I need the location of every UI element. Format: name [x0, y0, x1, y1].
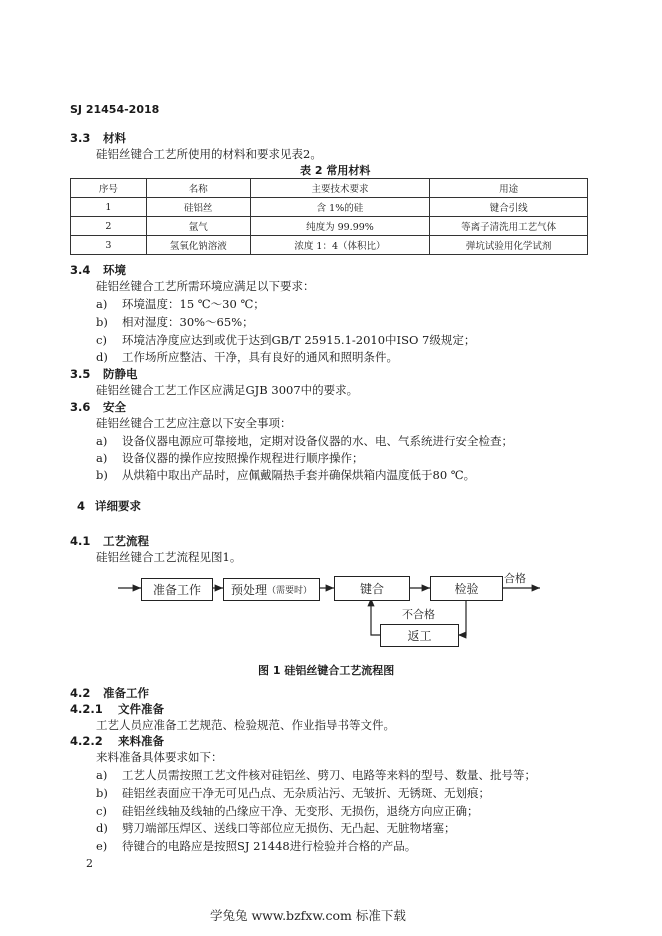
section-4-2-1-heading	[70, 701, 164, 717]
table-row	[71, 198, 588, 217]
section-title: 文件准备	[118, 702, 164, 716]
section-title: 材料	[103, 131, 126, 145]
materials-table	[70, 178, 588, 255]
table-cell: 2	[71, 217, 147, 236]
section-number: 4.2	[70, 686, 91, 700]
list-marker: e)	[96, 839, 108, 853]
table-header: 名称	[146, 179, 250, 198]
list-item	[96, 314, 254, 330]
list-marker: b)	[96, 315, 108, 329]
list-item	[96, 349, 398, 365]
table-cell: 氩气	[146, 217, 250, 236]
section-number: 4.2.2	[70, 734, 103, 748]
flow-step-pretreat-note: （需要时）	[267, 586, 313, 596]
table-header-row	[71, 179, 588, 198]
list-marker: a)	[96, 451, 108, 465]
list-marker: c)	[96, 333, 107, 347]
section-3-6-heading	[70, 399, 126, 415]
list-item	[96, 450, 364, 466]
flow-step-pretreat	[223, 578, 320, 601]
watermark: 学兔兔 www.bzfxw.com 标准下载	[210, 908, 406, 923]
list-text: 设备仪器的操作应按照操作规程进行顺序操作；	[122, 451, 364, 465]
arrow-rework	[371, 598, 380, 635]
list-item	[96, 296, 265, 312]
section-number: 3.5	[70, 367, 91, 381]
list-item	[96, 433, 513, 449]
flow-step-bond: 键合	[334, 576, 410, 601]
flow-label-fail: 不合格	[402, 608, 435, 621]
section-4-2-2-text: 来料准备具体要求如下：	[96, 750, 223, 764]
section-4-2-heading	[70, 685, 149, 701]
section-number: 4.2.1	[70, 702, 103, 716]
section-4-1-heading	[70, 533, 149, 549]
section-title: 环境	[103, 263, 126, 277]
table-header: 序号	[71, 179, 147, 198]
list-text: 环境洁净度应达到或优于达到GB/T 25915.1-2010中ISO 7级规定；	[122, 333, 476, 347]
section-3-6-text: 硅铝丝键合工艺应注意以下安全事项：	[96, 416, 292, 430]
list-text: 硅铝丝线轴及线轴的凸缘应干净、无变形、无损伤，退绕方向应正确；	[122, 804, 479, 818]
list-marker: a)	[96, 297, 108, 311]
table-caption: 表 2 常用材料	[300, 164, 371, 177]
table-row	[71, 236, 588, 255]
section-4-1-text: 硅铝丝键合工艺流程见图1。	[96, 550, 242, 564]
table-cell: 弹坑试验用化学试剂	[430, 236, 588, 255]
figure-caption: 图 1 硅铝丝键合工艺流程图	[258, 664, 395, 677]
section-number: 4.1	[70, 534, 91, 548]
list-text: 相对湿度：30%～65%；	[122, 315, 254, 329]
table-cell: 纯度为 99.99%	[250, 217, 430, 236]
flow-step-prep: 准备工作	[141, 578, 213, 601]
list-text: 设备仪器电源应可靠接地，定期对设备仪器的水、电、气系统进行安全检查；	[122, 434, 513, 448]
table-cell: 氢氧化钠溶液	[146, 236, 250, 255]
list-text: 硅铝丝表面应干净无可见凸点、无杂质沾污、无皱折、无锈斑、无划痕；	[122, 786, 490, 800]
list-item	[96, 803, 479, 819]
section-title: 来料准备	[118, 734, 164, 748]
list-marker: d)	[96, 821, 108, 835]
doc-code: SJ 21454-2018	[70, 103, 160, 116]
section-number: 3.4	[70, 263, 91, 277]
section-3-5-text: 硅铝丝键合工艺工作区应满足GJB 3007中的要求。	[96, 383, 359, 397]
list-text: 待键合的电路应是按照SJ 21448进行检验并合格的产品。	[122, 839, 417, 853]
table-cell: 浓度 1：4（体积比）	[250, 236, 430, 255]
list-marker: a)	[96, 768, 108, 782]
list-item	[96, 838, 416, 854]
section-number: 3.6	[70, 400, 91, 414]
table-header: 用途	[430, 179, 588, 198]
table-cell: 等离子清洗用工艺气体	[430, 217, 588, 236]
list-item	[96, 785, 490, 801]
section-3-3-heading	[70, 130, 126, 146]
list-item	[96, 332, 475, 348]
section-number: 4	[77, 499, 86, 513]
list-marker: b)	[96, 468, 108, 482]
section-title: 工艺流程	[103, 534, 149, 548]
section-4-heading	[77, 498, 141, 514]
table-cell: 含 1%的硅	[250, 198, 430, 217]
list-marker: d)	[96, 350, 108, 364]
flow-step-pretreat-label: 预处理	[230, 583, 267, 597]
flow-step-inspect: 检验	[430, 576, 503, 601]
section-3-5-heading	[70, 366, 138, 382]
table-cell: 键合引线	[430, 198, 588, 217]
list-text: 工艺人员需按照工艺文件核对硅铝丝、劈刀、电路等来料的型号、数量、批号等；	[122, 768, 536, 782]
list-text: 环境温度：15 ℃～30 ℃；	[122, 297, 265, 311]
table-row	[71, 217, 588, 236]
table-cell: 3	[71, 236, 147, 255]
section-4-2-1-text: 工艺人员应准备工艺规范、检验规范、作业指导书等文件。	[96, 718, 395, 732]
flow-connectors	[0, 560, 662, 660]
list-marker: b)	[96, 786, 108, 800]
section-3-3-text: 硅铝丝键合工艺所使用的材料和要求见表2。	[96, 147, 322, 161]
list-marker: a)	[96, 434, 108, 448]
section-title: 防静电	[103, 367, 138, 381]
arrow-fail	[458, 598, 466, 635]
section-3-4-text: 硅铝丝键合工艺所需环境应满足以下要求：	[96, 279, 315, 293]
section-title: 安全	[103, 400, 126, 414]
list-text: 劈刀端部压焊区、送线口等部位应无损伤、无凸起、无脏物堵塞；	[122, 821, 456, 835]
section-3-4-heading	[70, 262, 126, 278]
list-text: 工作场所应整洁、干净，具有良好的通风和照明条件。	[122, 350, 398, 364]
list-item	[96, 467, 475, 483]
table-cell: 硅铝丝	[146, 198, 250, 217]
section-title: 详细要求	[95, 499, 141, 513]
page-number: 2	[86, 857, 93, 870]
section-4-2-2-heading	[70, 733, 164, 749]
flow-step-rework: 返工	[380, 624, 459, 647]
list-text: 从烘箱中取出产品时，应佩戴隔热手套并确保烘箱内温度低于80 ℃。	[122, 468, 476, 482]
table-cell: 1	[71, 198, 147, 217]
section-number: 3.3	[70, 131, 91, 145]
table-header: 主要技术要求	[250, 179, 430, 198]
list-item	[96, 820, 456, 836]
list-item	[96, 767, 536, 783]
flow-label-pass: 合格	[504, 572, 526, 585]
list-marker: c)	[96, 804, 107, 818]
section-title: 准备工作	[103, 686, 149, 700]
